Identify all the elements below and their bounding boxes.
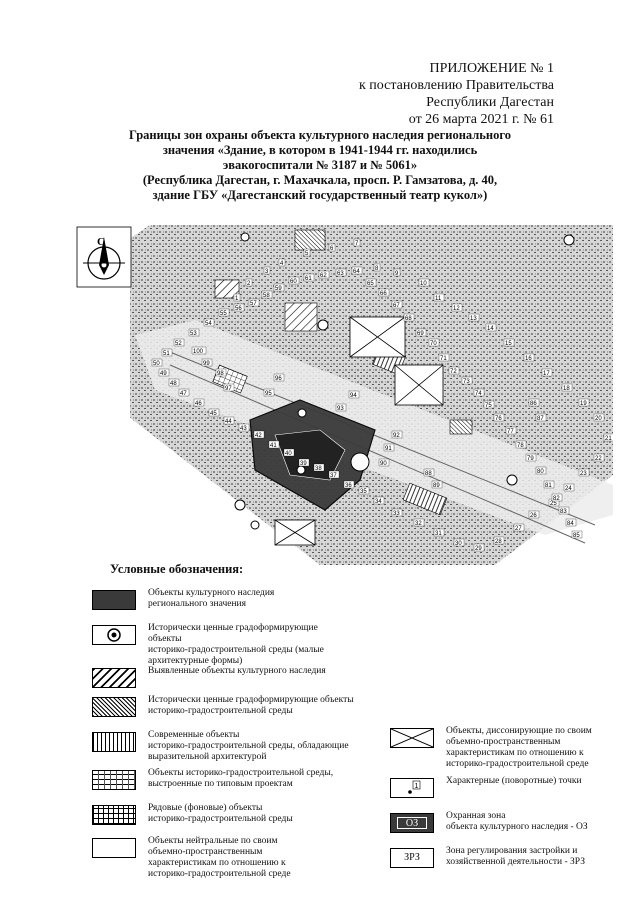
- legend-line: выразительной архитектурой: [148, 752, 267, 762]
- title-line: эвакогоспитали № 3187 и № 5061»: [222, 158, 418, 172]
- dissonant-building: [395, 365, 443, 405]
- boundary-point-label: 20: [595, 416, 602, 422]
- title-line: здание ГБУ «Дагестанский государственный театр кукол»): [152, 188, 488, 202]
- legend-line: историко-градостроительной среде: [446, 759, 589, 769]
- legend-text: [446, 846, 585, 868]
- boundary-point-label: 64: [353, 269, 360, 275]
- boundary-point-label: 16: [525, 356, 532, 362]
- boundary-point-label: 22: [595, 456, 602, 462]
- legend-title: Условные обозначения:: [110, 562, 244, 576]
- boundary-point-label: 61: [305, 276, 312, 282]
- boundary-point-label: 72: [450, 369, 457, 375]
- legend-symbol-circle-icon: [92, 625, 136, 645]
- legend-line: хозяйственной деятельности - ЗРЗ: [446, 857, 585, 867]
- legend-line: характеристикам по отношению к: [148, 858, 286, 868]
- boundary-point-label: 15: [505, 341, 512, 347]
- legend-line: историко-градостроительной среде: [148, 869, 291, 879]
- boundary-point-label: 90: [380, 461, 387, 467]
- heritage-marker: [298, 409, 306, 417]
- legend-line: историко-градостроительной среды: [148, 706, 293, 716]
- boundary-point-label: 48: [170, 381, 177, 387]
- boundary-point-label: 82: [553, 496, 560, 502]
- title-line: Границы зон охраны объекта культурного наследия регионального: [129, 128, 511, 142]
- zone-map: [75, 225, 613, 565]
- heritage-marker: [297, 466, 305, 474]
- boundary-point-label: 62: [320, 273, 327, 279]
- legend-text: [148, 588, 274, 610]
- legend-line: Объекты нейтральные по своим: [148, 836, 278, 846]
- legend-line: Рядовые (фоновые) объекты: [148, 803, 263, 813]
- boundary-point-label: 46: [195, 401, 202, 407]
- boundary-point-label: 56: [235, 306, 242, 312]
- legend-symbol-point-icon: [390, 778, 434, 798]
- boundary-point-label: 80: [537, 469, 544, 475]
- boundary-point-label: 73: [463, 379, 470, 385]
- boundary-point-label: 74: [475, 391, 482, 397]
- boundary-point-label: 36: [345, 483, 352, 489]
- legend-line: Характерные (поворотные) точки: [446, 776, 582, 786]
- legend-symbol-oz: ОЗ: [390, 813, 434, 833]
- legend-text: [446, 776, 582, 787]
- building-hatch-dense: [450, 420, 472, 434]
- boundary-point-label: 40: [285, 451, 292, 457]
- boundary-point-label: 75: [485, 403, 492, 409]
- title-line: значения «Здание, в котором в 1941-1944 гг. находились: [162, 143, 478, 157]
- boundary-point-label: 59: [275, 286, 282, 292]
- legend-line: Объекты культурного наследия: [148, 588, 275, 598]
- boundary-point-label: 30: [455, 541, 462, 547]
- monument-circle: [318, 320, 328, 330]
- boundary-point-label: 34: [375, 499, 382, 505]
- boundary-point-label: 91: [385, 446, 392, 452]
- boundary-point-label: 29: [475, 546, 482, 552]
- boundary-point-label: 18: [563, 386, 570, 392]
- boundary-point-label: 92: [393, 433, 400, 439]
- monument-circle: [251, 521, 259, 529]
- boundary-point-label: 49: [160, 371, 167, 377]
- legend-line: регионального значения: [148, 599, 246, 609]
- boundary-point-label: 26: [530, 513, 537, 519]
- boundary-point-label: 45: [210, 411, 217, 417]
- boundary-point-label: 10: [420, 281, 427, 287]
- boundary-point-label: 67: [393, 303, 400, 309]
- boundary-point-label: 11: [435, 296, 442, 302]
- boundary-point-label: 50: [153, 361, 160, 367]
- boundary-point-label: 81: [545, 483, 552, 489]
- legend-line: объемно-пространственным: [148, 847, 263, 857]
- legend-line: Современные объекты: [148, 730, 240, 740]
- boundary-point-label: 52: [175, 341, 182, 347]
- boundary-point-label: 53: [190, 331, 197, 337]
- legend-line: историко-градостроительной среды (малые: [148, 645, 324, 655]
- boundary-point-label: 96: [275, 376, 282, 382]
- legend-symbol-cross-icon: [390, 728, 434, 748]
- boundary-point-label: 32: [415, 521, 422, 527]
- monument-circle: [235, 500, 245, 510]
- boundary-point-label: 38: [315, 466, 322, 472]
- legend-symbol-grid: [92, 805, 136, 825]
- boundary-point-label: 51: [163, 351, 170, 357]
- boundary-point-label: 77: [507, 429, 514, 435]
- north-label: С: [97, 236, 105, 248]
- boundary-point-label: 44: [225, 419, 232, 425]
- boundary-point-label: 78: [517, 443, 524, 449]
- boundary-point-label: 6: [330, 246, 334, 252]
- boundary-point-label: 43: [240, 426, 247, 432]
- boundary-point-label: 1: [235, 296, 239, 302]
- legend-line: историко-градостроительной среды, обладающие: [148, 741, 349, 751]
- boundary-point-label: 4: [280, 261, 284, 267]
- boundary-point-label: 68: [405, 316, 412, 322]
- legend-line: Объекты историко-градостроительной среды,: [148, 768, 334, 778]
- boundary-point-label: 5: [305, 251, 309, 257]
- boundary-point-label: 25: [550, 501, 557, 507]
- legend-symbol-heritage: [92, 590, 136, 610]
- boundary-point-label: 70: [430, 341, 437, 347]
- boundary-point-label: 2: [247, 281, 251, 287]
- boundary-point-label: 76: [495, 416, 502, 422]
- legend-line: объекта культурного наследия - ОЗ: [446, 822, 588, 832]
- boundary-point-label: 42: [255, 433, 262, 439]
- boundary-point-label: 86: [530, 401, 537, 407]
- dissonant-building: [275, 520, 315, 545]
- boundary-point-label: 89: [433, 483, 440, 489]
- boundary-point-label: 41: [270, 443, 277, 449]
- monument-circle: [241, 233, 249, 241]
- legend-text: [446, 726, 592, 770]
- legend-line: Выявленные объекты культурного наследия: [148, 666, 326, 676]
- document-title: [100, 128, 540, 203]
- svg-text:1: 1: [414, 783, 419, 790]
- boundary-point-label: 83: [560, 509, 567, 515]
- boundary-point-label: 97: [225, 386, 232, 392]
- boundary-point-label: 84: [567, 521, 574, 527]
- legend-line: Зона регулирования застройки и: [446, 846, 578, 856]
- legend-line: Объекты, диссонирующие по своим: [446, 726, 592, 736]
- boundary-point-label: 12: [453, 306, 460, 312]
- legend-line: Исторически ценные градоформирующие объекты: [148, 695, 354, 705]
- boundary-point-label: 21: [605, 436, 612, 442]
- legend-line: архитектурные формы): [148, 656, 243, 666]
- boundary-point-label: 9: [395, 271, 399, 277]
- appendix-line: от 26 марта 2021 г. № 61: [408, 112, 554, 127]
- boundary-point-label: 7: [355, 241, 359, 247]
- legend-symbol-empty: [92, 838, 136, 858]
- title-line: (Республика Дагестан, г. Махачкала, просп. Р. Гамзатова, д. 40,: [142, 173, 498, 187]
- boundary-point-label: 85: [573, 533, 580, 539]
- legend-text: [148, 803, 293, 825]
- appendix-line: ПРИЛОЖЕНИЕ № 1: [429, 61, 554, 76]
- boundary-point-label: 17: [543, 371, 550, 377]
- monument-circle: [507, 475, 517, 485]
- legend-symbol-vertical-lines: [92, 732, 136, 752]
- boundary-point-label: 98: [217, 371, 224, 377]
- legend-symbol-hatch-wide: [92, 668, 136, 688]
- boundary-point-label: 66: [380, 291, 387, 297]
- boundary-point-label: 60: [290, 279, 297, 285]
- legend-line: Исторически ценные градоформирующие: [148, 623, 318, 633]
- legend-text: [148, 836, 291, 880]
- appendix-line: Республики Дагестан: [426, 95, 554, 110]
- legend-line: объекты: [148, 634, 182, 644]
- boundary-point-label: 35: [360, 489, 367, 495]
- boundary-point-label: 79: [527, 456, 534, 462]
- boundary-point-label: 13: [470, 316, 477, 322]
- boundary-point-label: 27: [515, 526, 522, 532]
- boundary-point-label: 94: [350, 393, 357, 399]
- appendix-line: к постановлению Правительства: [358, 78, 554, 93]
- boundary-point-label: 28: [495, 539, 502, 545]
- boundary-point-label: 37: [330, 473, 337, 479]
- boundary-point-label: 63: [337, 271, 344, 277]
- legend-text: [148, 730, 349, 763]
- boundary-point-label: 39: [300, 461, 307, 467]
- legend-text: [446, 811, 588, 833]
- boundary-point-label: 14: [487, 326, 494, 332]
- monument-circle: [564, 235, 574, 245]
- boundary-point-label: 31: [435, 531, 442, 537]
- boundary-point-label: 55: [220, 311, 227, 317]
- boundary-point-label: 69: [417, 331, 424, 337]
- boundary-point-label: 65: [367, 281, 374, 287]
- legend-text: [148, 695, 354, 717]
- boundary-point-label: 33: [393, 511, 400, 517]
- boundary-point-label: 87: [537, 416, 544, 422]
- boundary-point-label: 3: [265, 269, 269, 275]
- boundary-point-label: 8: [375, 266, 379, 272]
- boundary-point-label: 95: [265, 391, 272, 397]
- boundary-point-label: 71: [440, 356, 447, 362]
- legend-symbol-hatch-dense: [92, 697, 136, 717]
- legend-symbol-zrz: ЗРЗ: [390, 848, 434, 868]
- boundary-point-label: 88: [425, 471, 432, 477]
- legend-text: [148, 768, 333, 790]
- boundary-point-label: 24: [565, 486, 572, 492]
- boundary-point-label: 58: [263, 293, 270, 299]
- legend-line: объемно-пространственным: [446, 737, 561, 747]
- boundary-point-label: 19: [580, 401, 587, 407]
- appendix-header: [294, 60, 554, 128]
- building-hatch: [285, 303, 317, 331]
- legend-line: выстроенные по типовым проектам: [148, 779, 293, 789]
- boundary-point-label: 47: [180, 391, 187, 397]
- boundary-point-label: 100: [193, 349, 204, 355]
- legend-symbol-grid-dashed: [92, 770, 136, 790]
- boundary-point-label: 23: [580, 471, 587, 477]
- legend-line: характеристикам по отношению к: [446, 748, 584, 758]
- monument-circle: [351, 453, 369, 471]
- legend-text: [148, 623, 324, 667]
- boundary-point-label: 99: [203, 361, 210, 367]
- boundary-point-label: 93: [337, 406, 344, 412]
- building-hatch-dense: [295, 230, 325, 250]
- dissonant-building: [350, 317, 405, 357]
- boundary-point-label: 54: [205, 321, 212, 327]
- legend-text: [148, 666, 326, 677]
- legend-line: историко-градостроительной среды: [148, 814, 293, 824]
- legend-line: Охранная зона: [446, 811, 506, 821]
- boundary-point-label: 57: [250, 301, 257, 307]
